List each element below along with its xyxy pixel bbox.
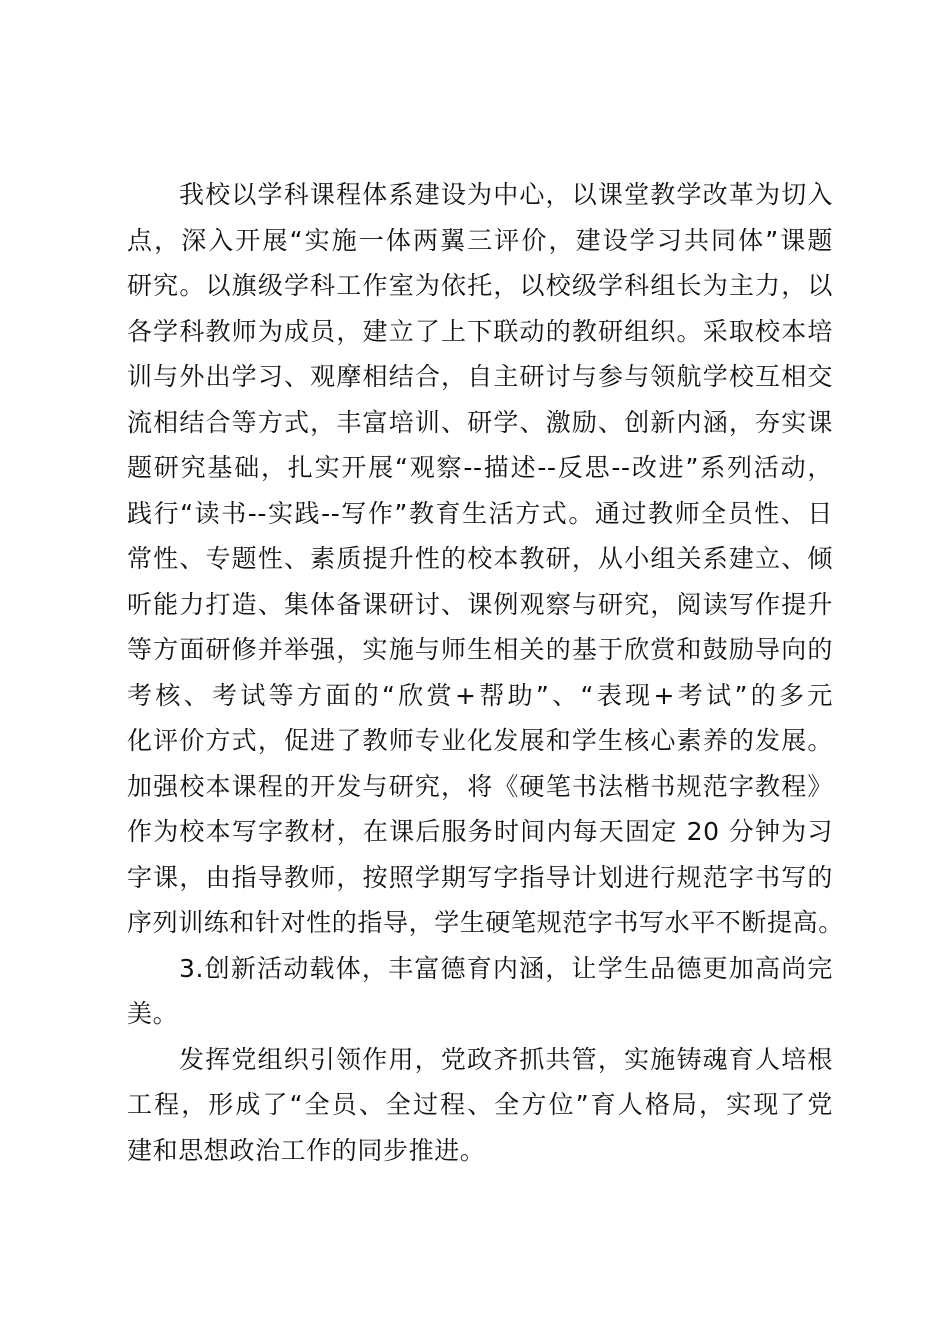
text-line: 建和思想政治工作的同步推进。 (127, 1135, 486, 1165)
text-line: 研究。以旗级学科工作室为依托，以校级学科组长为主力，以 (127, 271, 833, 300)
text-line: 题研究基础，扎实开展“观察--描述--反思--改进”系列活动， (127, 453, 833, 482)
text-line: 训与外出学习、观摩相结合，自主研讨与参与领航学校互相交 (127, 362, 833, 391)
text-line: 等方面研修并举强，实施与师生相关的基于欣赏和鼓励导向的 (127, 635, 833, 664)
text-line: 化评价方式，促进了教师专业化发展和学生核心素养的发展。 (127, 726, 833, 755)
text-line: 序列训练和针对性的指导，学生硬笔规范字书写水平不断提高。 (127, 908, 844, 937)
paragraph-heading-3 (127, 946, 833, 1037)
section-heading: 3.创新活动载体，丰富德育内涵，让学生品德更加高尚完 (179, 953, 833, 983)
text-line: 工程，形成了“全员、全过程、全方位”育人格局，实现了党 (127, 1090, 833, 1119)
text-line: 考核、考试等方面的“欣赏+帮助”、“表现+考试”的多元 (127, 680, 833, 710)
text-line: 字课，由指导教师，按照学期写字指导计划进行规范字书写的 (127, 862, 833, 892)
text-line: 听能力打造、集体备课研讨、课例观察与研究，阅读写作提升 (127, 589, 833, 619)
text-line: 加强校本课程的开发与研究，将《硬笔书法楷书规范字教程》 (127, 771, 833, 801)
text-line: 各学科教师为成员，建立了上下联动的教研组织。采取校本培 (127, 316, 833, 346)
text-line: 践行“读书--实践--写作”教育生活方式。通过教师全员性、日 (127, 498, 833, 528)
text-line: 流相结合等方式，丰富培训、研学、激励、创新内涵，夯实课 (127, 407, 833, 437)
text-line: 美。 (127, 999, 179, 1028)
text-line: 常性、专题性、素质提升性的校本教研，从小组关系建立、倾 (127, 544, 833, 573)
paragraph-party (127, 1037, 833, 1174)
text-line: 发挥党组织引领作用，党政齐抓共管，实施铸魂育人培根 (179, 1044, 833, 1074)
document-body (127, 172, 844, 1173)
text-line: 点，深入开展“实施一体两翼三评价，建设学习共同体”课题 (127, 225, 833, 255)
text-line: 我校以学科课程体系建设为中心，以课堂教学改革为切入 (179, 180, 833, 209)
paragraph-curriculum (127, 172, 844, 946)
text-line: 作为校本写字教材，在课后服务时间内每天固定 20 分钟为习 (127, 817, 833, 846)
